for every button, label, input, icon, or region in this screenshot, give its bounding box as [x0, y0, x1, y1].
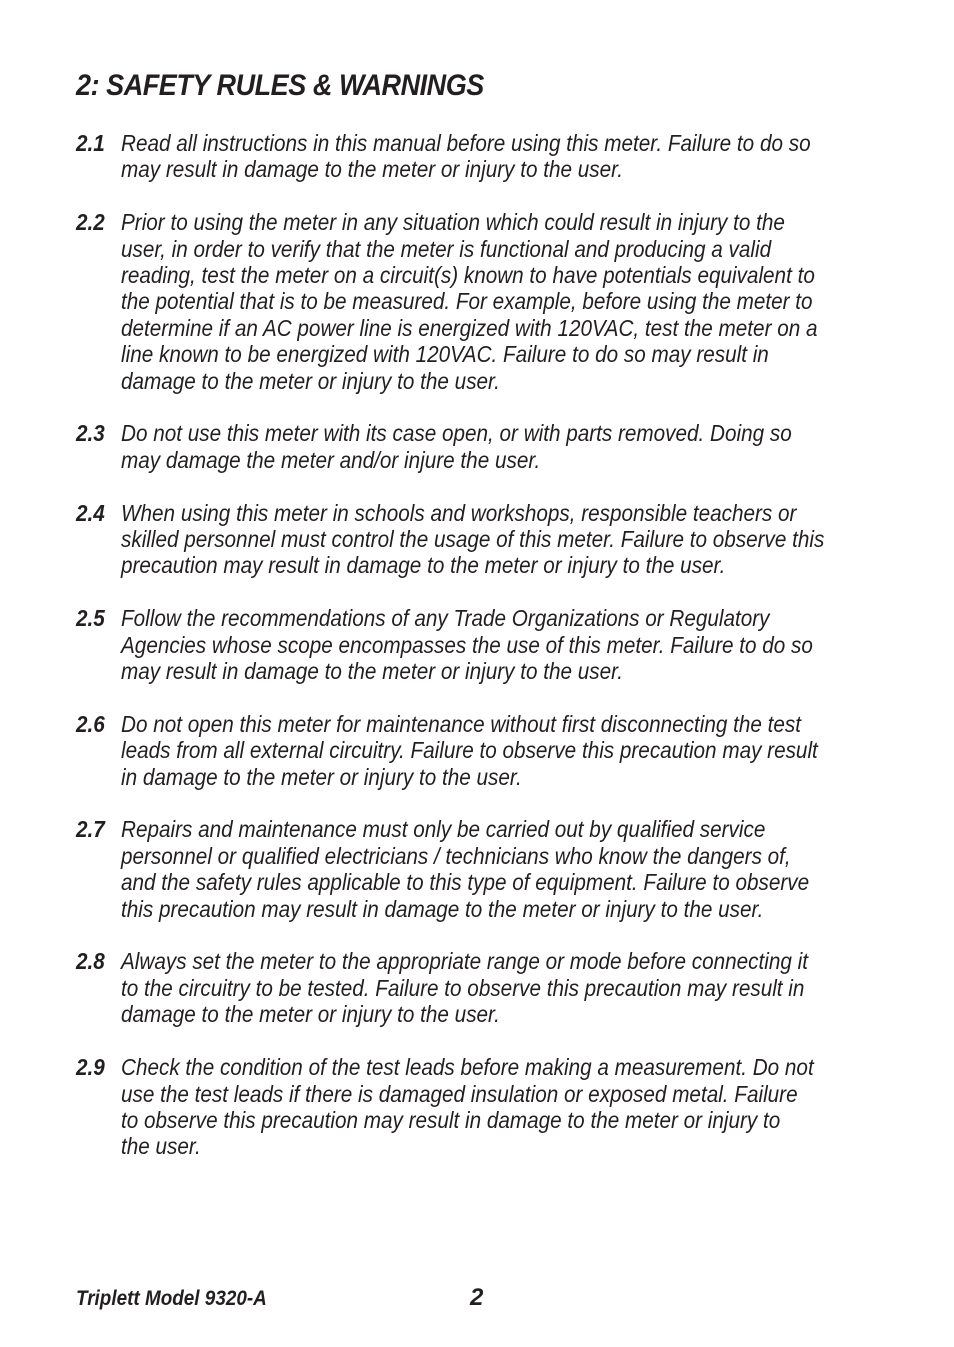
rule-number: 2.4	[76, 499, 105, 526]
rule-text	[121, 130, 877, 183]
rule-text-line: Repairs and maintenance must only be carried out by qualified service	[121, 816, 766, 843]
rule-text-line: may result in damage to the meter or injury to the user.	[121, 658, 624, 685]
page-title: 2: SAFETY RULES & WARNINGS	[76, 69, 484, 102]
rule-text-line: in damage to the meter or injury to the user.	[121, 763, 522, 790]
rule-text	[121, 605, 877, 684]
rule-text-line: Check the condition of the test leads before making a measurement. Do not	[121, 1054, 814, 1081]
rule-text-line: When using this meter in schools and workshops, responsible teachers or	[121, 499, 797, 526]
rule-text	[121, 711, 877, 790]
rule-text-line: Do not use this meter with its case open, or with parts removed. Doing so	[121, 420, 792, 447]
rule-number: 2.1	[76, 130, 105, 156]
rule-text-line: precaution may result in damage to the meter or injury to the user.	[121, 552, 726, 579]
rule-text-line: and the safety rules applicable to this type of equipment. Failure to observe	[121, 869, 810, 896]
rule-text-line: user, in order to verify that the meter is functional and producing a valid	[121, 235, 772, 262]
rule-number: 2.9	[76, 1054, 105, 1081]
rule-text	[121, 500, 877, 579]
footer-page-number: 2	[470, 1284, 484, 1311]
rule-text-line: Agencies whose scope encompasses the use of this meter. Failure to do so	[121, 631, 813, 658]
rule-item	[76, 209, 886, 394]
rule-text-line: the potential that is to be measured. For example, before using the meter to	[121, 288, 813, 315]
rule-text	[121, 420, 877, 473]
rule-text-line: to the circuitry to be tested. Failure to observe this precaution may result in	[121, 974, 805, 1001]
rule-text-line: Follow the recommendations of any Trade Organizations or Regulatory	[121, 605, 770, 632]
rule-number: 2.6	[76, 710, 105, 737]
footer-model-name: Triplett Model 9320-A	[76, 1287, 267, 1310]
rule-item	[76, 1054, 886, 1160]
rule-item	[76, 130, 886, 183]
rule-text	[121, 209, 877, 394]
rule-item	[76, 711, 886, 790]
rule-text-line: Always set the meter to the appropriate range or mode before connecting it	[121, 948, 808, 975]
rule-text-line: use the test leads if there is damaged insulation or exposed metal. Failure	[121, 1080, 798, 1107]
rule-text	[121, 1054, 877, 1160]
rule-text-line: this precaution may result in damage to the meter or injury to the user.	[121, 895, 764, 922]
rule-text-line: may result in damage to the meter or injury to the user.	[121, 156, 624, 183]
rule-item	[76, 500, 886, 579]
rule-item	[76, 816, 886, 922]
rule-text-line: the user.	[121, 1133, 201, 1160]
rule-number: 2.7	[76, 816, 105, 843]
rule-text-line: Read all instructions in this manual before using this meter. Failure to do so	[121, 130, 811, 156]
rule-text	[121, 816, 877, 922]
rule-number: 2.3	[76, 420, 105, 447]
rule-text-line: determine if an AC power line is energized with 120VAC, test the meter on a	[121, 314, 818, 341]
rule-text-line: reading, test the meter on a circuit(s) known to have potentials equivalent to	[121, 262, 815, 289]
rule-text	[121, 948, 877, 1027]
rule-text-line: personnel or qualified electricians / technicians who know the dangers of,	[121, 842, 791, 869]
rule-item	[76, 605, 886, 684]
rule-text-line: may damage the meter and/or injure the user.	[121, 446, 541, 473]
rule-number: 2.2	[76, 209, 105, 236]
rule-number: 2.8	[76, 948, 105, 975]
rule-item	[76, 948, 886, 1027]
rule-text-line: damage to the meter or injury to the user.	[121, 1001, 500, 1028]
rule-text-line: leads from all external circuitry. Failure to observe this precaution may result	[121, 737, 818, 764]
rule-text-line: damage to the meter or injury to the user.	[121, 367, 500, 394]
rule-item	[76, 420, 886, 473]
rule-text-line: line known to be energized with 120VAC. Failure to do so may result in	[121, 341, 769, 368]
safety-rules-list	[76, 130, 886, 1186]
rule-text-line: Prior to using the meter in any situation which could result in injury to the	[121, 209, 785, 236]
rule-number: 2.5	[76, 605, 105, 632]
rule-text-line: to observe this precaution may result in damage to the meter or injury to	[121, 1106, 781, 1133]
rule-text-line: Do not open this meter for maintenance without first disconnecting the test	[121, 710, 802, 737]
rule-text-line: skilled personnel must control the usage of this meter. Failure to observe this	[121, 526, 825, 553]
